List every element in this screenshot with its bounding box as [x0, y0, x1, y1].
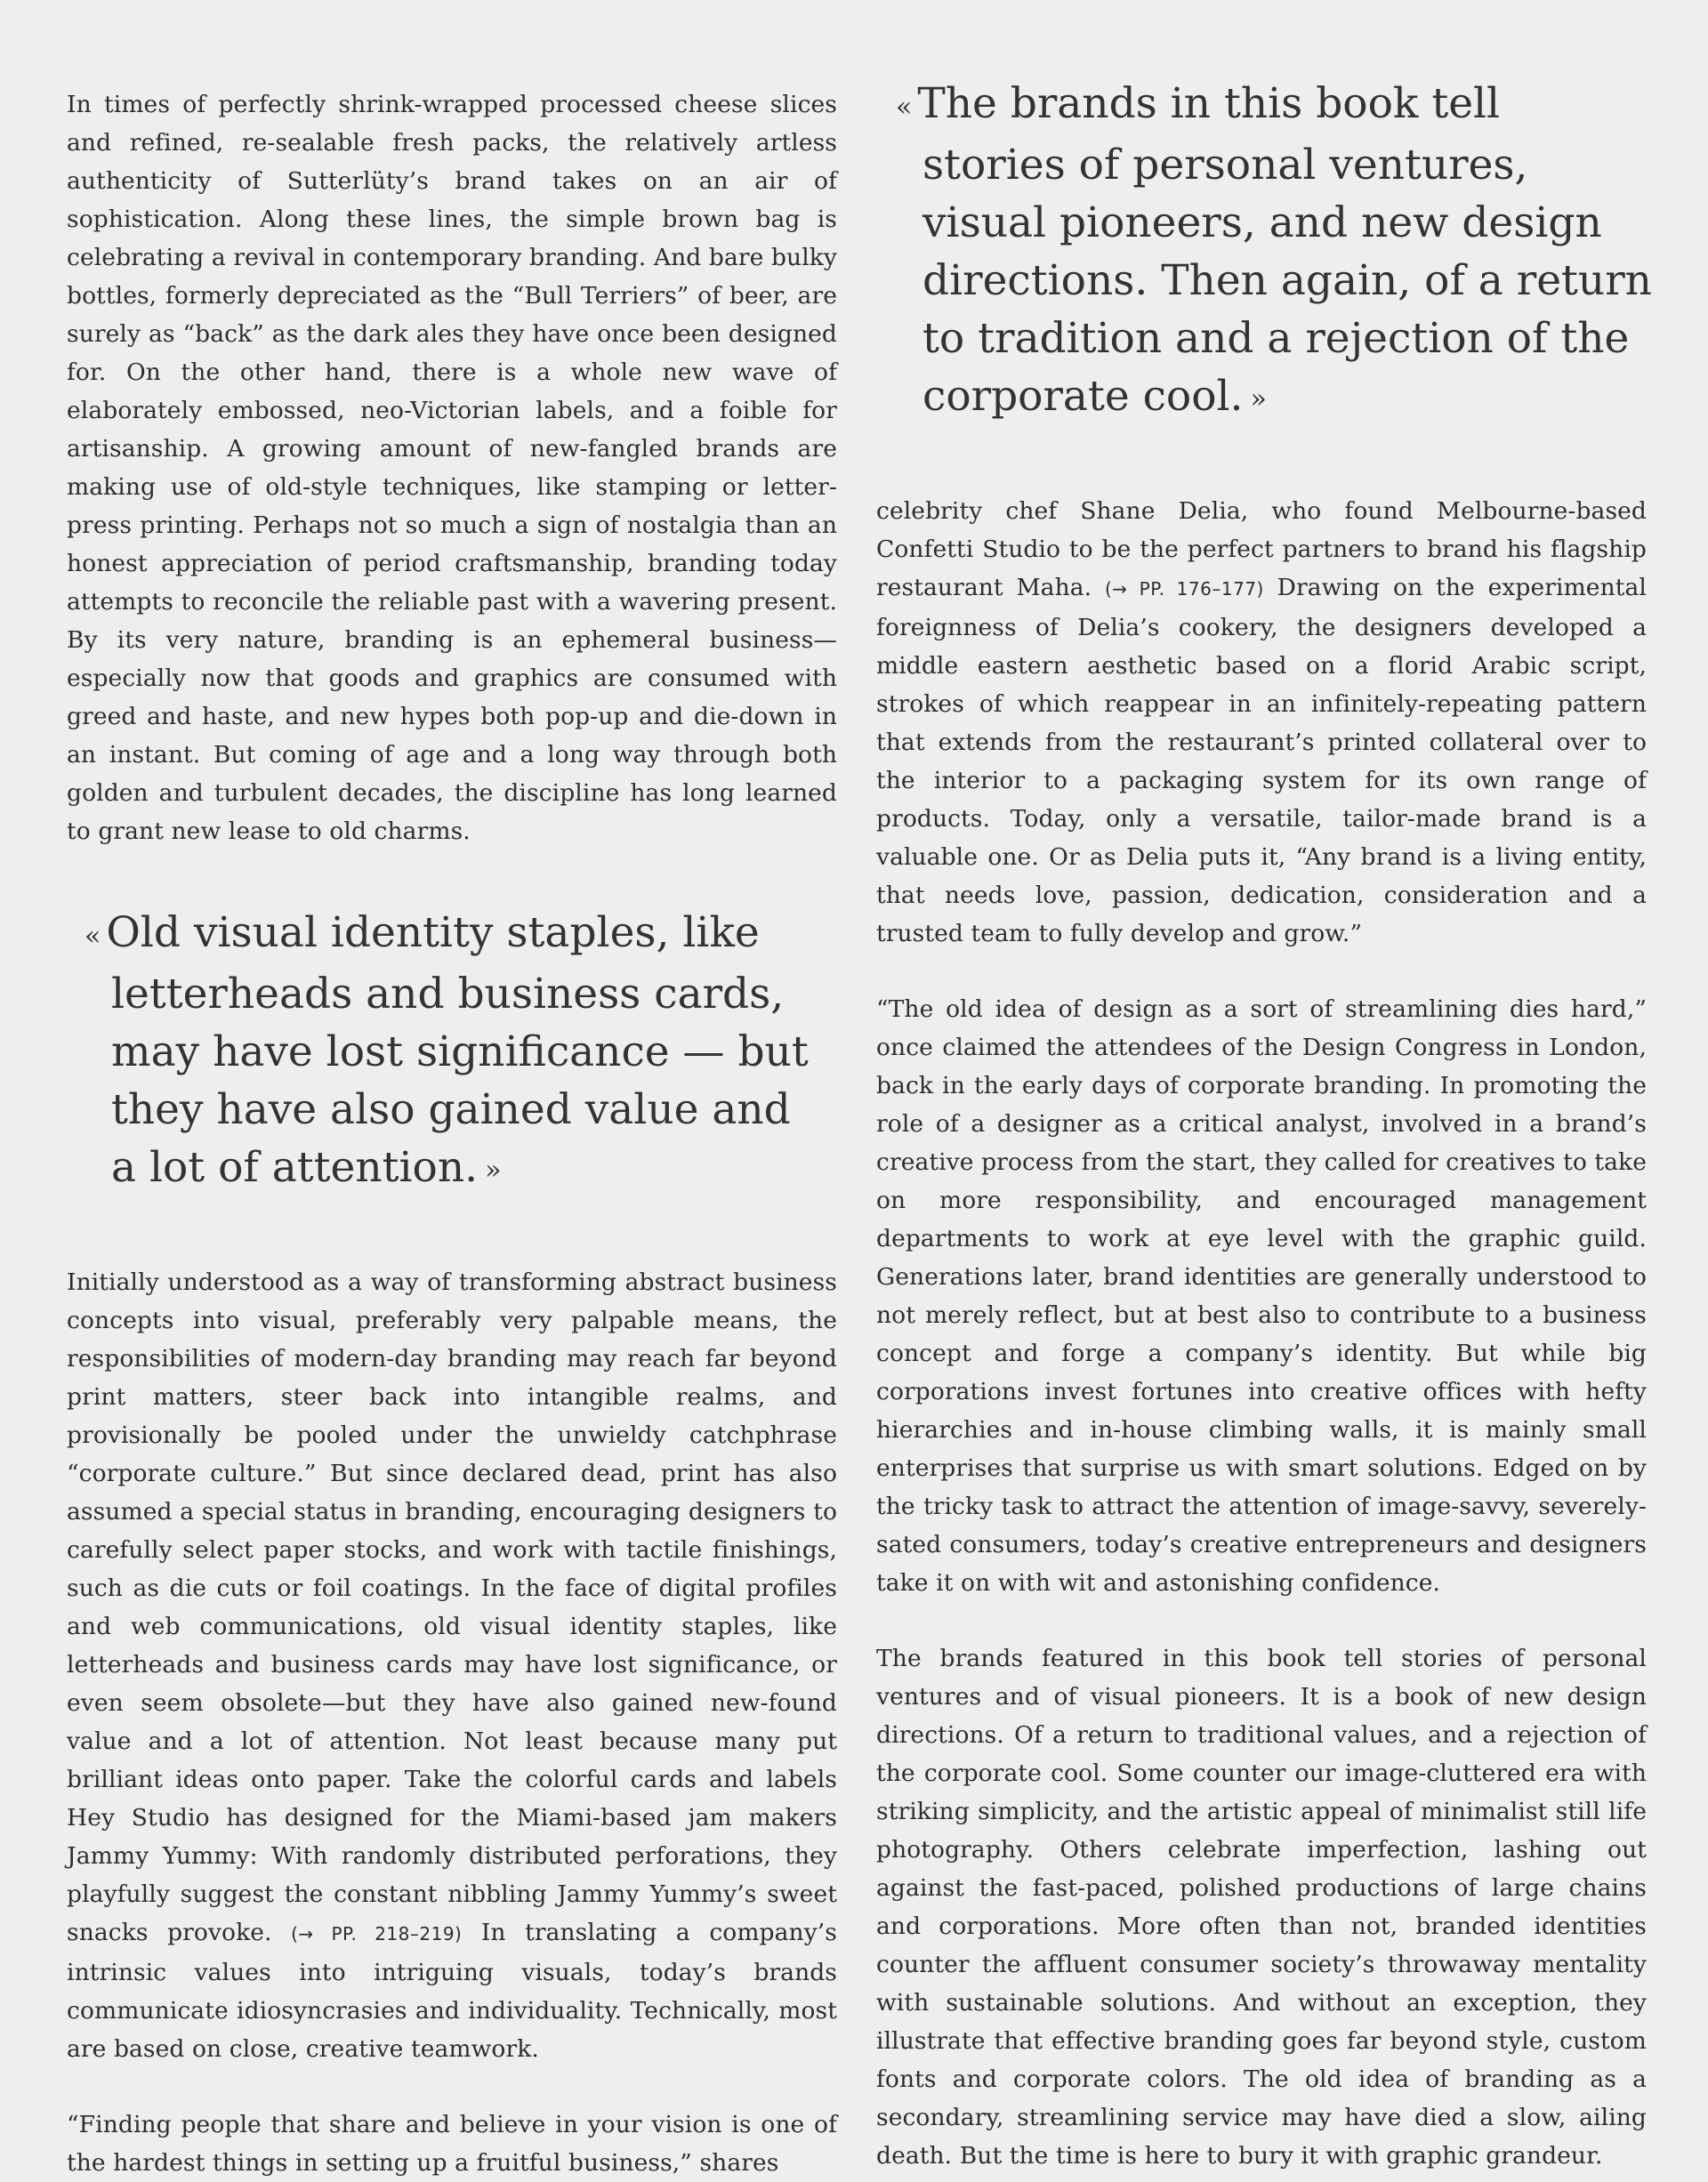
paragraph-gap [67, 2068, 837, 2106]
page-reference: (→ PP. 176–177) [1104, 578, 1264, 600]
left-paragraph-3: “Finding people that share and believe in your vision is one of the hardest things in setting up a fruitful business,” shares [67, 2111, 837, 2177]
right-paragraph-1-text-b: Drawing on the experimental foreignness of Delia’s cookery, the designers developed a middle eastern aesthetic based on a florid Arabic script, strokes of which reappear in an infinitely-repeating pattern that extends from the restaurant’s printed collateral over to the interior to a packaging system for its own range of products. Today, only a versatile, tailor-made brand is a valuable one. Or as Delia puts it, “Any brand is a living entity, that needs love, passion, dedication, consideration and a trusted team to fully develop and grow.” [876, 574, 1647, 947]
right-pull-quote-text: The brands in this book tell stories of personal ventures, visual pioneers, and new design directions. Then again, of a return to tradition and a rejection of the corporate cool. [917, 79, 1652, 421]
right-paragraph-3: The brands featured in this book tell stories of personal ventures and of visual pioneers. It is a book of new design directions. Of a return to traditional values, and a rejection of the corporate cool. Some counter our image-cluttered era with striking simplicity, and the artistic appeal of minimalist still life photography. Others celebrate imperfection, lashing out against the fast-paced, polished productions of large chains and corporations. More often than not, branded identities counter the affluent consumer society’s throwaway mentality with sustainable solutions. And without an exception, they illustrate that effective branding goes far beyond style, custom fonts and corporate colors. The old idea of branding as a secondary, streamlining service may have died a slow, ailing death. But the time is here to bury it with graphic grandeur. [876, 1645, 1647, 2170]
right-paragraph-2: “The old idea of design as a sort of streamlining dies hard,” once claimed the attendees of the Design Congress in London, back in the early days of corporate branding. In promoting the role of a designer as a critical analyst, involved in a brand’s creative process from the start, they called for creatives to take on more responsibility, and encouraged management departments to work at eye level with the graphic guild. Generations later, brand identities are generally understood to not merely reflect, but at best also to contribute to a business concept and forge a company’s identity. But while big corporations invest fortunes into creative offices with hefty hierarchies and in-house climbing walls, it is mainly small enterprises that surprise us with smart solutions. Edged on by the tricky task to attract the attention of image-savvy, severely-sated consumers, today’s creative entrepreneurs and designers take it on with wit and astonishing confidence. [876, 995, 1647, 1597]
paragraph-gap [876, 953, 1647, 990]
left-quote-close-mark: » [485, 1155, 502, 1186]
left-paragraph-1: In times of perfectly shrink-wrapped processed cheese slices and refined, re-sealable fresh packs, the relatively artless authenticity of Sutterlüty’s brand takes on an air of sophistication. Along these lines, the simple brown bag is celebrating a revival in contemporary branding. And bare bulky bottles, formerly depreciated as the “Bull Terriers” of beer, are surely as “back” as the dark ales they have once been designed for. On the other hand, there is a whole new wave of elaborately embossed, neo-Victorian labels, and a foible for artisanship. A growing amount of new-fangled brands are making use of old-style techniques, like stamping or letter-press printing. Perhaps not so much a sign of nostalgia than an honest appreciation of period craftsmanship, branding today attempts to reconcile the reliable past with a wavering present. By its very nature, branding is an ephemeral business—especially now that goods and graphics are consumed with greed and haste, and new hypes both pop-up and die-down in an instant. But coming of age and a long way through both golden and turbulent decades, the discipline has long learned to grant new lease to old charms. [67, 91, 837, 845]
left-paragraph-2 [67, 1263, 837, 2068]
right-quote-open-mark: « [896, 91, 913, 123]
paragraph-gap [876, 1602, 1647, 1639]
left-paragraph-2-text-b: In translating a company’s intrinsic values into intriguing visuals, today’s brands communicate idiosyncrasies and individuality. Technically, most are based on close, creative teamwork. [67, 1919, 837, 2063]
right-quote-close-mark: » [1250, 383, 1267, 415]
right-column [876, 75, 1652, 2175]
left-quote-open-mark: « [85, 920, 101, 952]
left-pull-quote-text: Old visual identity staples, like letterheads and business cards, may have lost significance — but they have also gained value and a lot of attention. [106, 908, 809, 1192]
left-pull-quote [85, 904, 823, 1199]
right-paragraph-1 [876, 492, 1647, 953]
right-pull-quote [896, 75, 1652, 428]
right-paragraph-1-text-a: celebrity chef Shane Delia, who found Melbourne-based Confetti Studio to be the perfect partners to brand his flagship restaurant Maha. [876, 497, 1647, 601]
left-column [67, 85, 837, 2182]
left-paragraph-2-text-a: Initially understood as a way of transforming abstract business concepts into visual, preferably very palpable means, the responsibilities of modern-day branding may reach far beyond print matters, steer back into intangible realms, and provisionally be pooled under the unwieldy catchphrase “corporate culture.” But since declared dead, print has also assumed a special status in branding, encouraging designers to carefully select paper stocks, and work with tactile finishings, such as die cuts or foil coatings. In the face of digital profiles and web communications, old visual identity staples, like letterheads and business cards may have lost significance, or even seem obsolete—but they have also gained new-found value and a lot of attention. Not least because many put brilliant ideas onto paper. Take the colorful cards and labels Hey Studio has designed for the Miami-based jam makers Jammy Yummy: With randomly distributed perforations, they playfully suggest the constant nibbling Jammy Yummy’s sweet snacks provoke. [67, 1268, 837, 1946]
page-reference: (→ PP. 218–219) [291, 1923, 463, 1944]
